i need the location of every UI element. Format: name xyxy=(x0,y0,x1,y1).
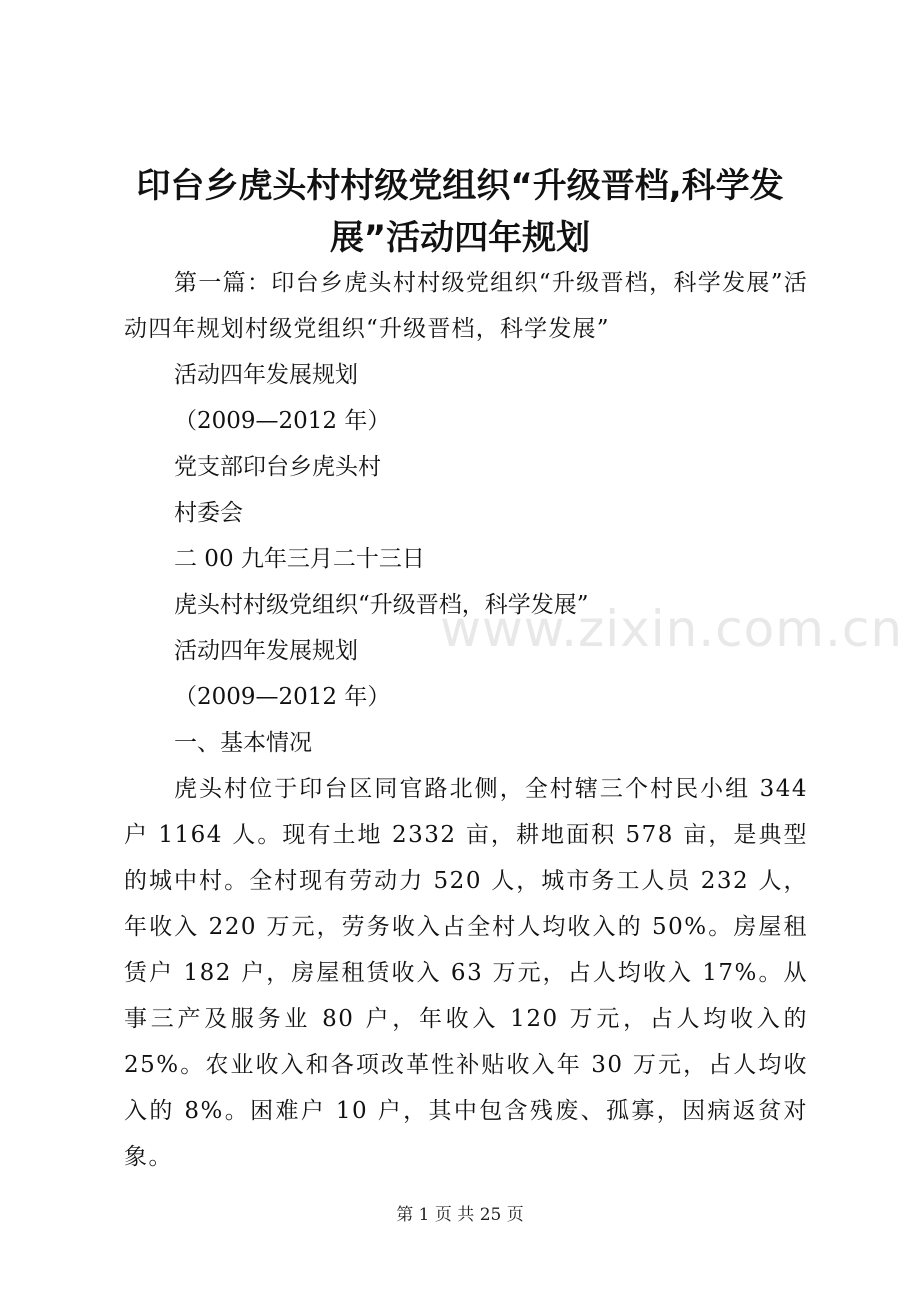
paragraph-line: （2009—2012 年） xyxy=(174,684,391,710)
paragraph-line: 村委会 xyxy=(174,500,243,526)
paragraph-line: 活动四年发展规划 xyxy=(174,638,358,664)
paragraph-heading: 第一篇：印台乡虎头村村级党组织“升级晋档，科学发展”活动四年规划村级党组织“升级晋档，科学发展” xyxy=(124,270,808,342)
paragraph-line: 活动四年发展规划 xyxy=(174,362,358,388)
paragraph-line: 二 00 九年三月二十三日 xyxy=(174,546,425,572)
page-footer: 第 1 页 共 25 页 xyxy=(396,1205,524,1225)
title-line-1: 印台乡虎头村村级党组织“升级晋档,科学发 xyxy=(136,166,784,206)
watermark: www.zixin.com.cn xyxy=(440,600,904,658)
paragraph-line: 党支部印台乡虎头村 xyxy=(174,454,381,480)
document-body xyxy=(124,260,808,1180)
document-title xyxy=(100,160,820,264)
title-line-2: 展”活动四年规划 xyxy=(329,218,591,258)
paragraph-basic-situation: 虎头村位于印台区同官路北侧，全村辖三个村民小组 344 户 1164 人。现有土地 2332 亩，耕地面积 578 亩，是典型的城中村。全村现有劳动力 520 人，城市务工人员 232 人，年收入 220 万元，劳务收入占全村人均收入的 50%。房屋租赁户 182 户，房屋租赁收入 63 万元，占人均收入 17%。从事三产及服务业 80 户，年收入 120 万元，占人均收入的 25%。农业收入和各项改革性补贴收入年 30 万元，占人均收入的 8%。困难户 10 户，其中包含残废、孤寡，因病返贫对象。 xyxy=(124,776,808,1170)
section-heading: 一、基本情况 xyxy=(174,730,312,756)
paragraph-line: （2009—2012 年） xyxy=(174,408,391,434)
paragraph-line: 虎头村村级党组织“升级晋档，科学发展” xyxy=(174,592,589,618)
